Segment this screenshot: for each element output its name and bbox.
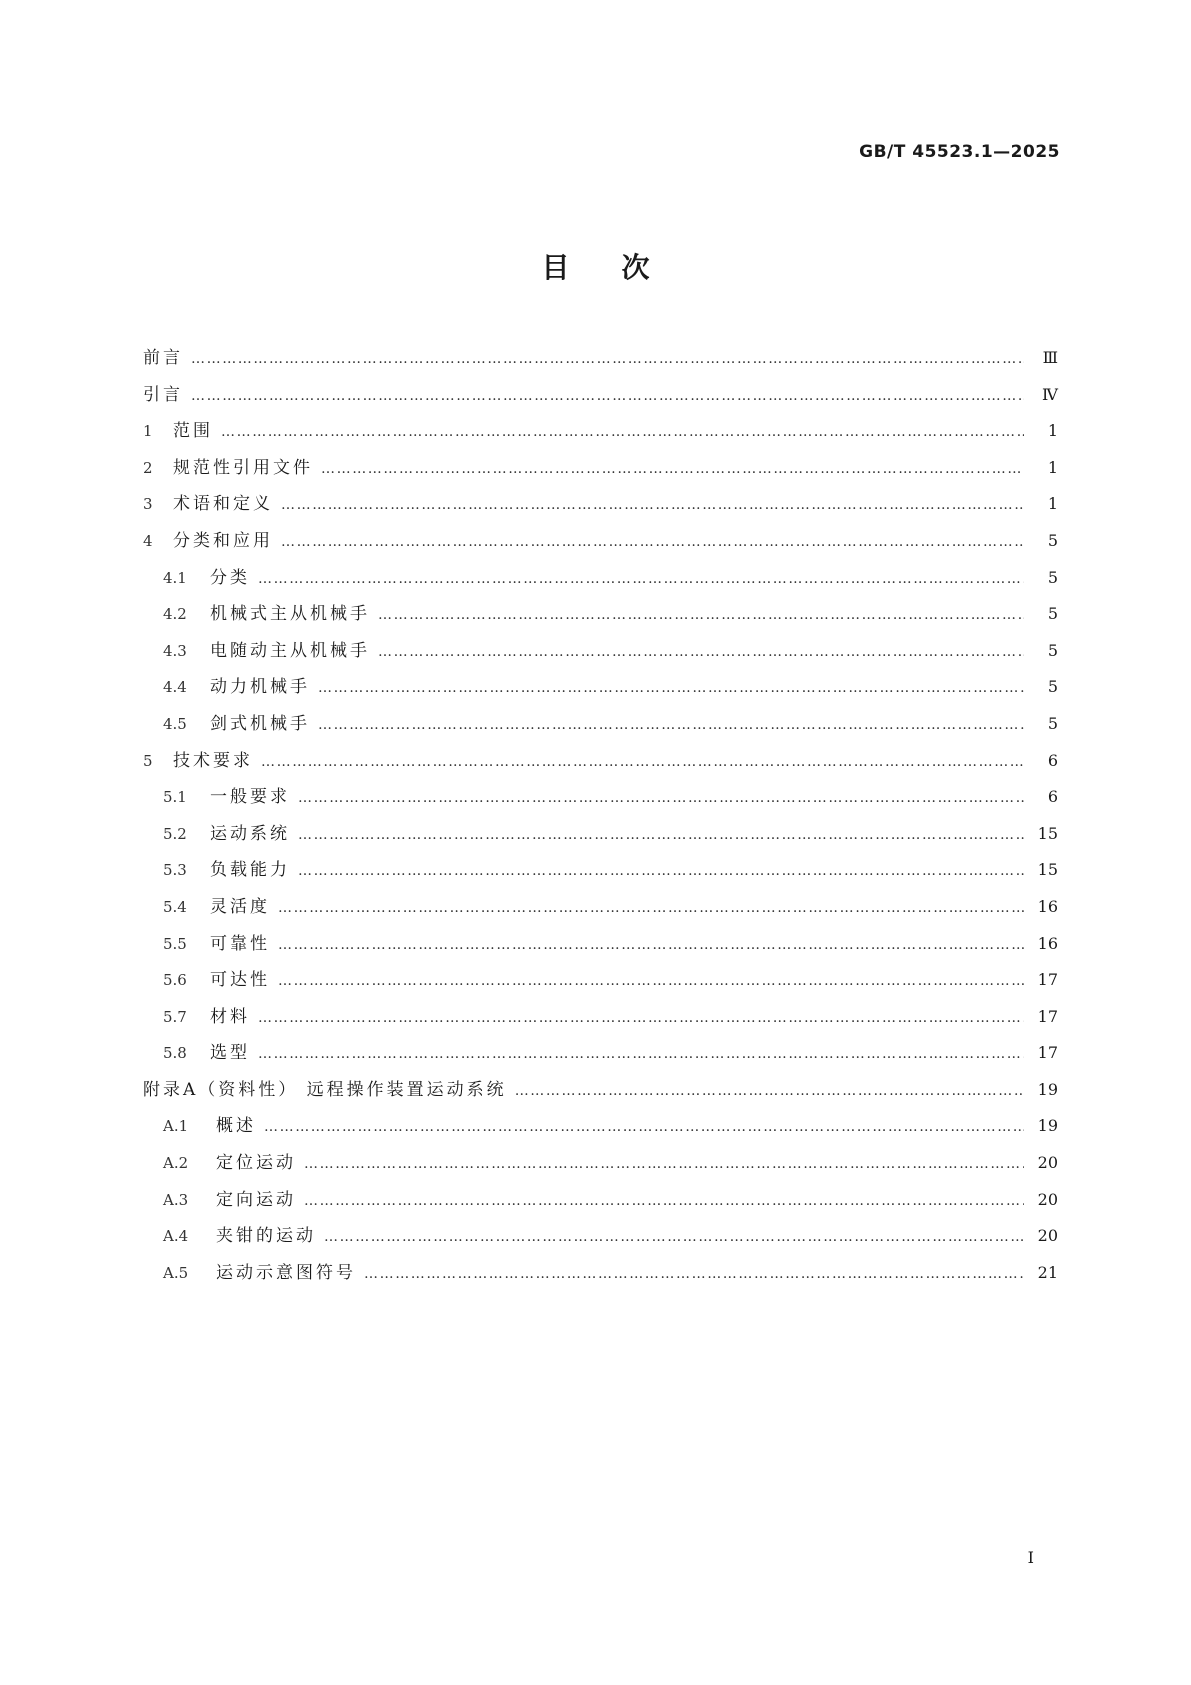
- toc-entry-label: 可达性: [210, 970, 270, 991]
- toc-entry[interactable]: [143, 486, 1058, 523]
- toc-entry-number: 4.1: [163, 568, 187, 587]
- toc-entry-number: 5.5: [163, 934, 187, 953]
- toc-dot-leader: [515, 1073, 1024, 1110]
- toc-dot-leader: [264, 1109, 1024, 1146]
- toc-entry-number: A.4: [163, 1227, 189, 1246]
- toc-dot-leader: [324, 1219, 1024, 1256]
- toc-entry-number: 5.8: [163, 1044, 187, 1063]
- toc-entry-page: 19: [1037, 1079, 1058, 1099]
- toc-entry-page: 20: [1037, 1153, 1058, 1173]
- toc-entry[interactable]: [143, 926, 1058, 963]
- toc-entry-number: 3: [143, 495, 153, 514]
- toc-entry-page: Ⅲ: [1042, 348, 1058, 367]
- page-number: I: [1027, 1548, 1034, 1567]
- toc-entry-number: A.1: [163, 1117, 189, 1136]
- toc-entry[interactable]: [143, 1218, 1058, 1255]
- toc-entry[interactable]: [143, 706, 1058, 743]
- toc-dot-leader: [278, 890, 1024, 927]
- toc-entry[interactable]: [143, 1072, 1058, 1109]
- toc-entry-page: 5: [1047, 604, 1058, 624]
- toc-entry[interactable]: [143, 377, 1058, 414]
- toc-entry[interactable]: [143, 340, 1058, 377]
- toc-dot-leader: [298, 780, 1024, 817]
- toc-entry-page: 1: [1047, 457, 1058, 477]
- toc-entry[interactable]: [143, 889, 1058, 926]
- toc-entry-label: 分类和应用: [173, 530, 273, 551]
- toc-entry-page: 21: [1037, 1262, 1058, 1282]
- toc-entry-label: 剑式机械手: [210, 713, 310, 734]
- toc-entry-page: 6: [1047, 787, 1058, 807]
- toc-entry[interactable]: [143, 596, 1058, 633]
- toc-dot-leader: [261, 744, 1024, 781]
- toc-dot-leader: [281, 487, 1024, 524]
- toc-entry-page: 20: [1037, 1226, 1058, 1246]
- toc-dot-leader: [258, 561, 1024, 598]
- toc-entry-number: 4.3: [163, 641, 187, 660]
- toc-entry-label: 动力机械手: [210, 677, 310, 698]
- toc-dot-leader: [298, 817, 1024, 854]
- toc-entry[interactable]: [143, 1255, 1058, 1292]
- toc-dot-leader: [278, 927, 1024, 964]
- toc-dot-leader: [304, 1183, 1024, 1220]
- toc-entry[interactable]: [143, 962, 1058, 999]
- toc-entry-page: 5: [1047, 567, 1058, 587]
- toc-entry-page: 5: [1047, 530, 1058, 550]
- toc-entry-number: A.3: [163, 1190, 189, 1209]
- toc-entry-number: 2: [143, 458, 153, 477]
- toc-dot-leader: [364, 1256, 1024, 1293]
- toc-entry[interactable]: [143, 413, 1058, 450]
- toc-entry-number: 4.2: [163, 605, 187, 624]
- toc-entry-number: 4.5: [163, 714, 187, 733]
- toc-entry-label: 附录A（资料性） 远程操作装置运动系统: [143, 1079, 507, 1100]
- toc-entry-label: 术语和定义: [173, 494, 273, 515]
- toc-entry-label: 夹钳的运动: [216, 1226, 316, 1247]
- toc-entry-label: 机械式主从机械手: [210, 604, 370, 625]
- toc-dot-leader: [318, 670, 1024, 707]
- toc-entry-number: 5.3: [163, 861, 187, 880]
- toc-entry-label: 引言: [143, 384, 183, 405]
- toc-entry-page: 17: [1037, 1006, 1058, 1026]
- toc-dot-leader: [304, 1146, 1024, 1183]
- toc-entry[interactable]: [143, 523, 1058, 560]
- toc-entry[interactable]: [143, 779, 1058, 816]
- toc-entry[interactable]: [143, 743, 1058, 780]
- toc-entry-page: 19: [1037, 1116, 1058, 1136]
- toc-entry-page: 6: [1047, 750, 1058, 770]
- toc-entry[interactable]: [143, 852, 1058, 889]
- toc-entry[interactable]: [143, 1182, 1058, 1219]
- toc-entry[interactable]: [143, 1108, 1058, 1145]
- toc-entry-label: 一般要求: [210, 787, 290, 808]
- toc-entry-label: 灵活度: [210, 896, 270, 917]
- toc-dot-leader: [298, 853, 1024, 890]
- toc-entry[interactable]: [143, 1035, 1058, 1072]
- toc-entry[interactable]: [143, 450, 1058, 487]
- toc-entry-label: 选型: [210, 1043, 250, 1064]
- toc-entry-label: 技术要求: [173, 750, 253, 771]
- toc-entry-page: 5: [1047, 677, 1058, 697]
- toc-entry[interactable]: [143, 999, 1058, 1036]
- toc-entry[interactable]: [143, 669, 1058, 706]
- toc-entry-label: 概述: [216, 1116, 256, 1137]
- toc-entry-number: 5.7: [163, 1007, 187, 1026]
- toc-entry-number: A.5: [163, 1263, 189, 1282]
- toc-entry-label: 规范性引用文件: [173, 457, 313, 478]
- toc-entry-label: 电随动主从机械手: [210, 640, 370, 661]
- toc-dot-leader: [378, 597, 1024, 634]
- toc-entry-label: 范围: [173, 421, 213, 442]
- toc-entry-page: 5: [1047, 640, 1058, 660]
- standard-code: GB/T 45523.1—2025: [859, 142, 1060, 162]
- toc-entry-page: 17: [1037, 1043, 1058, 1063]
- toc-entry-label: 分类: [210, 567, 250, 588]
- toc-entry-page: 1: [1047, 494, 1058, 514]
- toc-entry-number: 1: [143, 422, 153, 441]
- page-title: 目次: [541, 251, 702, 284]
- toc-entry-number: 5: [143, 751, 153, 770]
- toc-entry-number: A.2: [163, 1154, 189, 1173]
- toc-entry-number: 5.2: [163, 824, 187, 843]
- toc-entry-number: 4: [143, 531, 153, 550]
- toc-entry-label: 可靠性: [210, 933, 270, 954]
- toc-entry-label: 运动系统: [210, 823, 290, 844]
- toc-entry[interactable]: [143, 633, 1058, 670]
- toc-entry-number: 4.4: [163, 678, 187, 697]
- toc-dot-leader: [321, 451, 1024, 488]
- toc-entry-label: 材料: [210, 1006, 250, 1027]
- toc-entry[interactable]: [143, 816, 1058, 853]
- toc-entry-page: 16: [1037, 896, 1058, 916]
- toc-entry-label: 定位运动: [216, 1153, 296, 1174]
- toc-entry-number: 5.1: [163, 788, 187, 807]
- toc-entry-page: 20: [1037, 1189, 1058, 1209]
- toc-dot-leader: [191, 341, 1024, 378]
- toc-entry-page: 1: [1047, 421, 1058, 441]
- toc-dot-leader: [191, 378, 1024, 415]
- toc-entry-number: 5.4: [163, 897, 187, 916]
- table-of-contents: [143, 340, 1058, 1291]
- toc-entry[interactable]: [143, 560, 1058, 597]
- toc-entry-page: 15: [1037, 823, 1058, 843]
- toc-entry-page: 5: [1047, 713, 1058, 733]
- toc-dot-leader: [258, 1036, 1024, 1073]
- toc-entry-label: 前言: [143, 348, 183, 368]
- toc-entry-page: Ⅳ: [1042, 384, 1058, 404]
- toc-dot-leader: [378, 634, 1024, 671]
- toc-entry-label: 运动示意图符号: [216, 1262, 356, 1283]
- toc-dot-leader: [281, 524, 1024, 561]
- toc-dot-leader: [318, 707, 1024, 744]
- toc-entry-label: 定向运动: [216, 1189, 296, 1210]
- toc-dot-leader: [258, 1000, 1024, 1037]
- toc-entry-number: 5.6: [163, 971, 187, 990]
- toc-entry-page: 15: [1037, 860, 1058, 880]
- toc-dot-leader: [278, 963, 1024, 1000]
- toc-entry-page: 17: [1037, 970, 1058, 990]
- toc-entry-label: 负载能力: [210, 860, 290, 881]
- toc-entry-page: 16: [1037, 933, 1058, 953]
- toc-dot-leader: [221, 414, 1024, 451]
- toc-entry[interactable]: [143, 1145, 1058, 1182]
